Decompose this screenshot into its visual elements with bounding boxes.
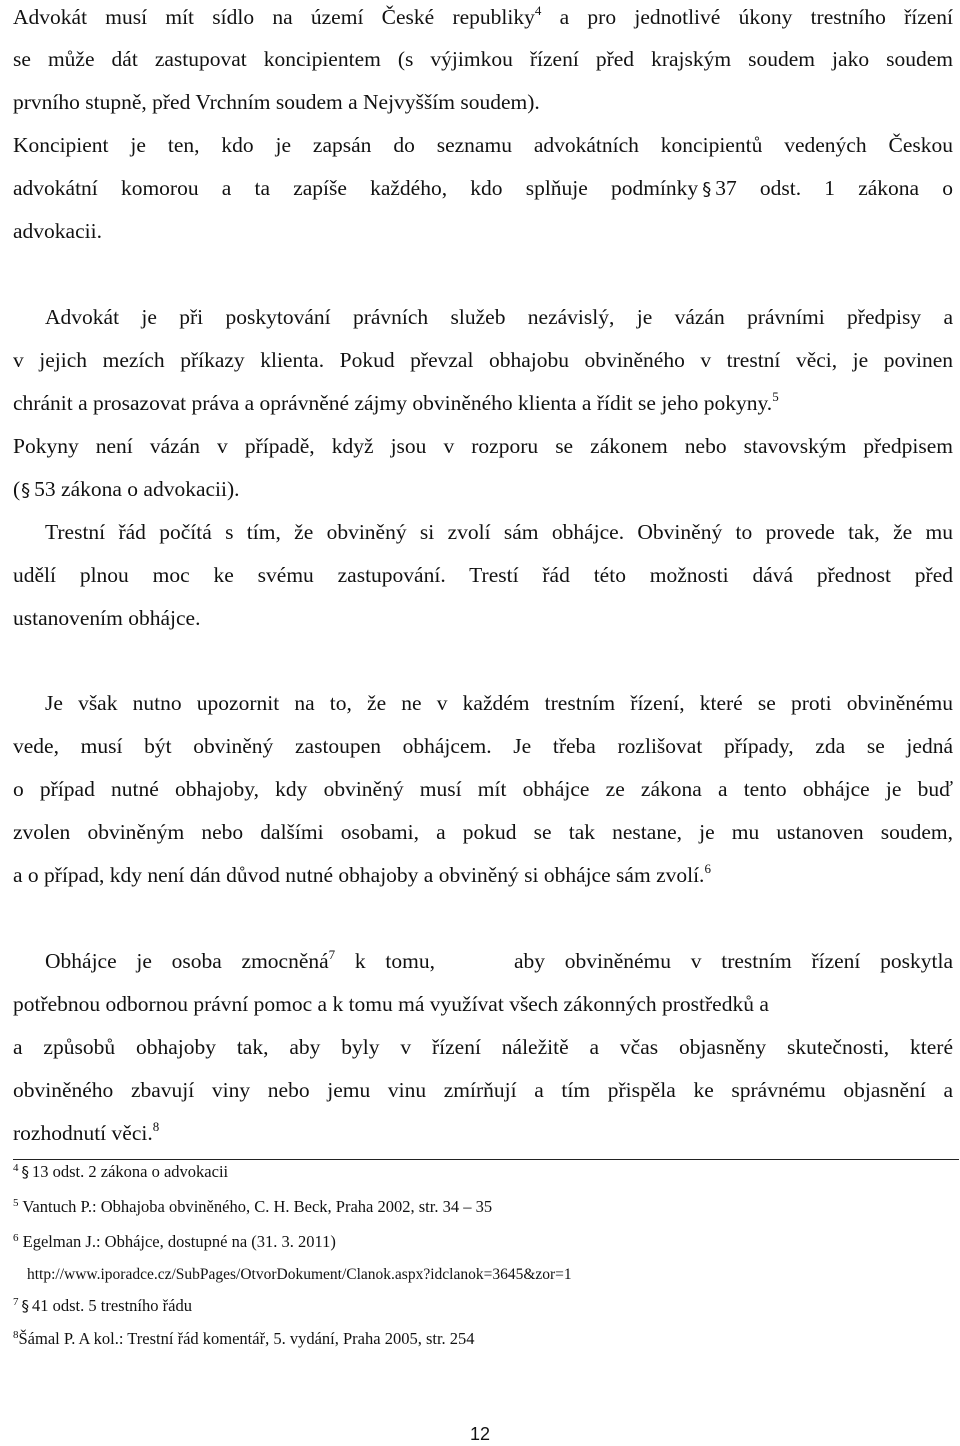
section-sign: §: [21, 1163, 29, 1181]
footnote-separator: [13, 1159, 959, 1160]
footnote-ref[interactable]: 6: [704, 861, 711, 876]
text-line: se může dát zastupovat koncipientem (s výjimkou řízení před krajským soudem jako soudem: [13, 47, 953, 71]
text-line: potřebnou odbornou právní pomoc a k tomu má využívat všech zákonných prostředků a: [13, 992, 769, 1016]
footnote-4: $^4$ § 13 odst. 2 zákona o advokacii: [13, 1162, 229, 1181]
text-line: ustanovením obhájce.: [13, 606, 201, 630]
footnote-8: $^8$Šámal P. A kol.: Trestní řád komentář, 5. vydání, Praha 2005, str. 254: [13, 1329, 475, 1348]
text-line: advokacii.: [13, 219, 102, 243]
section-sign: §: [702, 179, 712, 200]
text-line: Je však nutno upozornit na to, že ne v každém trestním řízení, které se proti obviněnému: [45, 691, 953, 715]
text-line: a způsobů obhajoby tak, aby byly v řízení náležitě a včas objasněny skutečnosti, které: [13, 1035, 953, 1059]
footnote-5: $^5$ Vantuch P.: Obhajoba obviněného, C. H. Beck, Praha 2002, str. 34 – 35: [13, 1197, 493, 1216]
text-line: (§ 53 zákona o advokacii).: [13, 477, 240, 501]
text-line: Trestní řád počítá s tím, že obviněný si zvolí sám obhájce. Obviněný to provede tak, že mu: [45, 520, 953, 544]
text-line: prvního stupně, před Vrchním soudem a Nejvyšším soudem).: [13, 90, 540, 114]
text-line: v jejich mezích příkazy klienta. Pokud převzal obhajobu obviněného v trestní věci, je povinen: [13, 348, 954, 372]
footnote-ref[interactable]: 4: [534, 3, 542, 18]
footnote-ref[interactable]: 5: [772, 389, 779, 404]
text-line: zvolen obviněným nebo dalšími osobami, a pokud se tak nestane, je mu ustanoven soudem,: [13, 820, 953, 844]
text-line: Obhájce je osoba zmocněná$^7$ k tomu, aby obviněnému v trestním řízení poskytla: [45, 947, 953, 973]
text-line: Advokát je při poskytování právních služeb nezávislý, je vázán právními předpisy a: [45, 305, 953, 329]
text-line: advokátní komorou a ta zapíše každého, kdo splňuje podmínky § 37 odst. 1 zákona o: [13, 176, 953, 200]
text-line: rozhodnutí věci.$^8$: [13, 1119, 160, 1145]
footnote-6: $^6$ Egelman J.: Obhájce, dostupné na (31. 3. 2011): [13, 1232, 336, 1251]
section-sign: §: [21, 480, 31, 501]
footnote-ref[interactable]: 7: [328, 947, 336, 962]
section-sign: §: [21, 1297, 29, 1315]
text-line: a o případ, kdy není dán důvod nutné obhajoby a obviněný si obhájce sám zvolí.$^6$: [13, 861, 711, 887]
footnote-7: $^7$ § 41 odst. 5 trestního řádu: [13, 1296, 192, 1315]
text-line: Pokyny není vázán v případě, když jsou v rozporu se zákonem nebo stavovským předpisem: [13, 434, 953, 458]
text-line: Advokát musí mít sídlo na území České republiky$^4$ a pro jednotlivé úkony trestního řízení: [13, 3, 954, 29]
text-line: obviněného zbavují viny nebo jemu vinu zmírňují a tím přispěla ke správnému objasnění a: [13, 1078, 953, 1102]
text-line: chránit a prosazovat práva a oprávněné zájmy obviněného klienta a řídit se jeho pokyny.$^5$: [13, 389, 779, 415]
footnote-ref[interactable]: 8: [152, 1119, 160, 1134]
text-line: Koncipient je ten, kdo je zapsán do seznamu advokátních koncipientů vedených Českou: [13, 133, 953, 157]
text-line: o případ nutné obhajoby, kdy obviněný musí mít obhájce ze zákona a tento obhájce je buď: [13, 777, 953, 801]
text-line: vede, musí být obviněný zastoupen obhájcem. Je třeba rozlišovat případy, zda se jedná: [13, 734, 953, 758]
text-line: udělí plnou moc ke svému zastupování. Trestí řád této možnosti dává přednost před: [13, 563, 953, 587]
page-number: 12: [469, 1424, 491, 1444]
footnote-6-link[interactable]: http://www.iporadce.cz/SubPages/OtvorDokument/Clanok.aspx?idclanok=3645&zor=1: [27, 1266, 572, 1283]
